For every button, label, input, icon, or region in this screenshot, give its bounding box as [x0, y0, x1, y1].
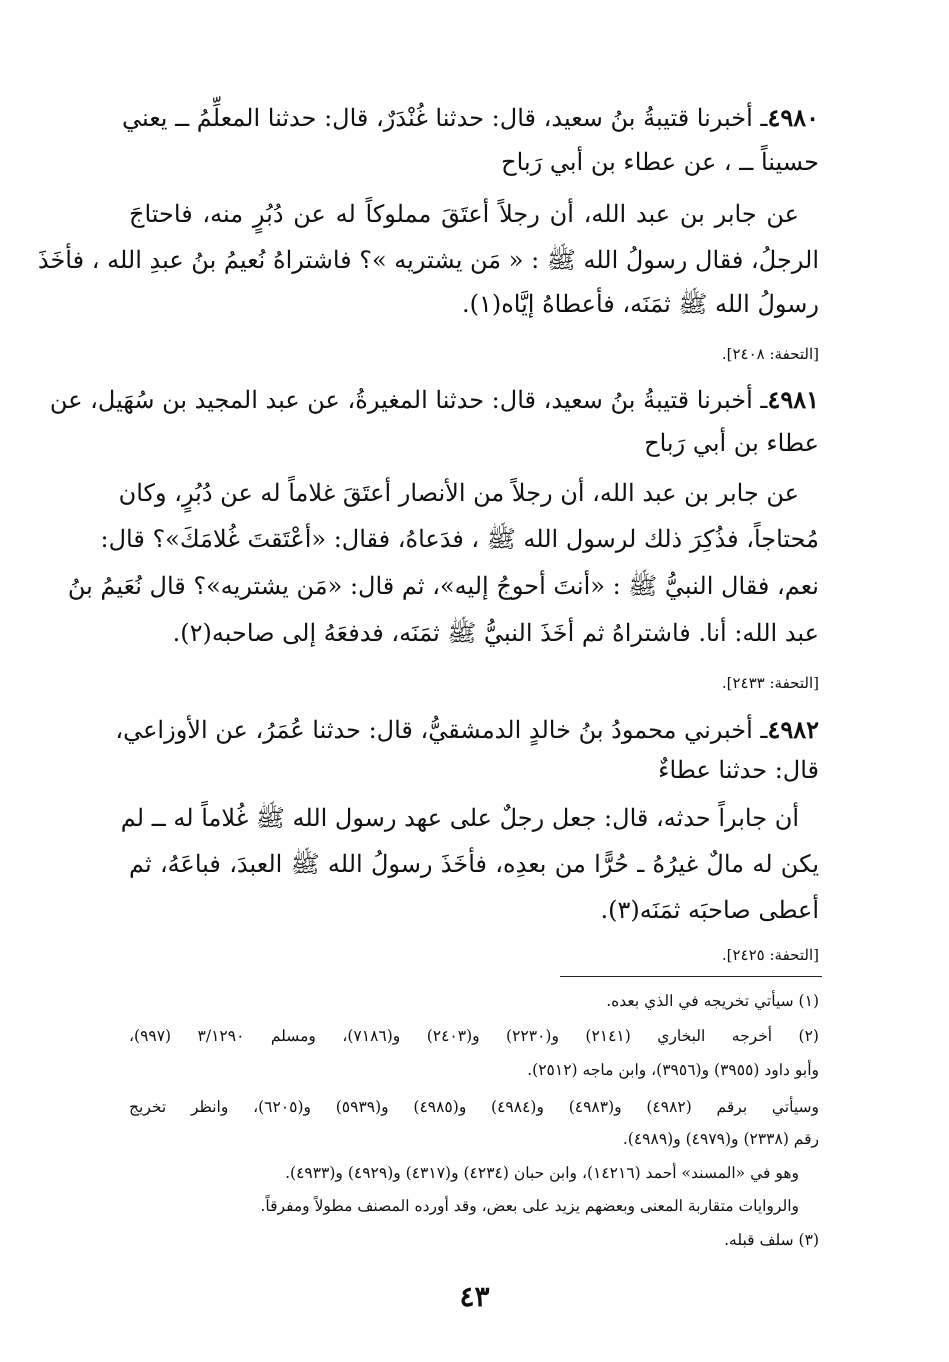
hadith-4982-matn-line-3: أعطى صاحبَه ثمَنَه(٣).: [600, 896, 819, 924]
hadith-4981-matn-line-1: عن جابر بن عبد الله، أن رجلاً من الأنصار أعتَقَ غلاماً له عن دُبُرٍ، وكان: [118, 479, 799, 507]
hadith-4982-matn-line-2: يكن له مالٌ غيرُهُ ـ حُرًّا من بعدِه، فأخَذَ رسولُ الله ﷺ العبدَ، فباعَهُ، ثم: [129, 850, 819, 878]
hadith-4981-isnad-line-1: ٤٩٨١ـ أخبرنا قتيبةُ بنُ سعيد، قال: حدثنا المغيرةُ، عن عبد المجيد بن سُهَيل، عن: [49, 385, 819, 414]
footnote-2-line-3: وسيأتي برقم (٤٩٨٢) و(٤٩٨٣) و(٤٩٨٤) و(٤٩٨٥) و(٥٩٣٩) و(٦٢٠٥)، وانظر تخريج: [129, 1098, 819, 1116]
page-number: ٤٣: [459, 1280, 490, 1313]
footnote-2-line-1: (٢) أخرجه البخاري (٢١٤١) و(٢٢٣٠) و(٢٤٠٣) و(٧١٨٦)، ومسلم ٣/١٢٩٠ (٩٩٧)،: [129, 1027, 819, 1045]
hadith-number: ٤٩٨١: [767, 385, 819, 414]
footnote-1: (١) سيأتي تخريجه في الذي بعده.: [606, 992, 819, 1010]
footnote-divider: [560, 976, 822, 977]
hadith-number: ٤٩٨٢: [767, 715, 819, 744]
hadith-4981-tuhfa-reference: [التحفة: ٢٤٣٣].: [721, 674, 819, 692]
hadith-4982-isnad-line-1: ٤٩٨٢ـ أخبرني محمودُ بنُ خالدٍ الدمشقيُّ، قال: حدثنا عُمَرُ، عن الأوزاعي،: [115, 715, 819, 744]
footnote-2-line-5: وهو في «المسند» أحمد (١٤٢١٦)، وابن حبان (٤٢٣٤) و(٤٣١٧) و(٤٩٢٩) و(٤٩٣٣).: [285, 1164, 799, 1182]
footnote-3: (٣) سلف قبله.: [724, 1231, 819, 1249]
hadith-4981-matn-line-4: عبد الله: أنا. فاشتراهُ ثم أخَذَ النبيُّ ﷺ ثمَنَه، فدفعَهُ إلى صاحبه(٢).: [172, 619, 819, 647]
hadith-number: ٤٩٨٠: [767, 103, 819, 132]
hadith-4980-isnad-line-1: ٤٩٨٠ـ أخبرنا قتيبةُ بنُ سعيد، قال: حدثنا غُنْدَرٌ، قال: حدثنا المعلِّمُ ــ يعني: [121, 103, 819, 132]
hadith-4982-matn-line-1: أن جابراً حدثه، قال: جعل رجلٌ على عهد رسول الله ﷺ غُلاماً له ــ لم: [120, 804, 799, 832]
hadith-4982-isnad-line-2: قال: حدثنا عطاءٌ: [658, 756, 819, 784]
hadith-4981-matn-line-3: نعم، فقال النبيُّ ﷺ : «أنتَ أحوجُ إليه»، ثم قال: «مَن يشتريه»؟ قال نُعَيمُ بنُ: [67, 572, 819, 600]
footnote-2-line-2: وأبو داود (٣٩٥٥) و(٣٩٥٦)، وابن ماجه (٢٥١٢).: [527, 1061, 819, 1079]
hadith-4980-matn-line-1: عن جابر بن عبد الله، أن رجلاً أعتَقَ مملوكاً له عن دُبُرٍ منه، فاحتاجَ: [129, 200, 799, 228]
footnote-2-line-6: والروايات متقاربة المعنى وبعضهم يزيد على بعض، وقد أورده المصنف مطولاً ومفرقاً.: [260, 1197, 799, 1215]
hadith-4982-tuhfa-reference: [التحفة: ٢٤٢٥].: [721, 946, 819, 964]
hadith-4980-matn-line-3: رسولُ الله ﷺ ثمَنَه، فأعطاهُ إيَّاه(١).: [461, 290, 819, 318]
hadith-4980-isnad-line-2: حسيناً ــ ، عن عطاء بن أبي رَباح: [501, 148, 819, 176]
hadith-4981-matn-line-2: مُحتاجاً، فذُكِرَ ذلك لرسول الله ﷺ ، فدَعاهُ، فقال: «أعْتَقتَ غُلامَكَ»؟ قال:: [100, 525, 819, 553]
hadith-4980-tuhfa-reference: [التحفة: ٢٤٠٨].: [721, 345, 819, 363]
footnote-2-line-4: رقم (٢٣٣٨) و(٤٩٧٩) و(٤٩٨٩).: [622, 1130, 819, 1148]
hadith-4981-isnad-line-2: عطاء بن أبي رَباح: [644, 429, 819, 457]
hadith-4980-matn-line-2: الرجلُ، فقال رسولُ الله ﷺ : « مَن يشتريه »؟ فاشتراهُ نُعيمُ بنُ عبدِ الله ، فأخَذَ: [37, 246, 819, 274]
